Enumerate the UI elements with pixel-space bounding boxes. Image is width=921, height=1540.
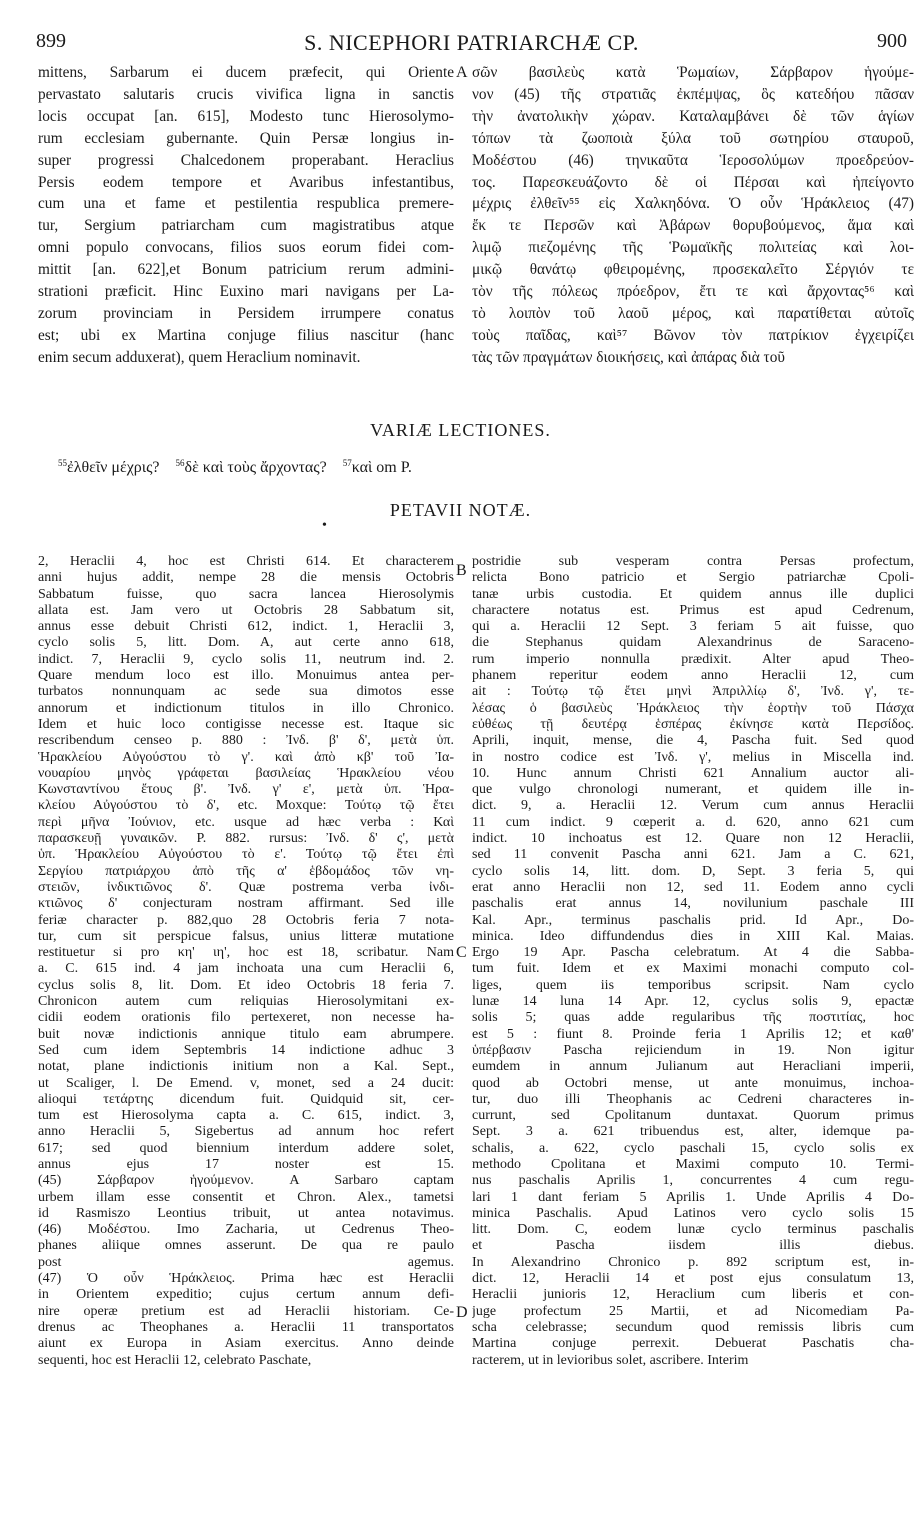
text-line: charactere notatus est. Primus est apud Cedrenum, <box>472 602 914 618</box>
text-line: rum imperio nonnulla prædixit. Alter apud Theo- <box>472 651 914 667</box>
text-line: liges, quem iis temporibus scripsit. Nam cyclo <box>472 977 914 993</box>
text-line: aiunt ex Europa in Asiam exercitus. Anno deinde <box>38 1336 454 1352</box>
text-line: a. C. 615 ind. 4 jam inchoata una cum Heraclii 6, <box>38 961 454 977</box>
latin-text-column <box>38 62 454 369</box>
text-line: feriæ character p. 882,quo 28 Octobris feria 7 nota- <box>38 912 454 928</box>
text-line: τοὺς παῖδας, καὶ⁵⁷ Βῶνον τὸν πατρίκιον ἐγχειρίζει <box>472 326 914 344</box>
text-line: 10. Hunc annum Christi 621 Annalium auctor ali- <box>472 765 914 781</box>
text-line: Ἡρακλείου Αὐγούστου τὸ γ'. καὶ ἀπὸ κβ' τοῦ Ἰα- <box>38 749 454 765</box>
text-line: tum fuit. Idem et ex Maximi monachi computo col- <box>472 961 914 977</box>
column-marker-d: D <box>456 1304 468 1321</box>
text-line: Κωνσταντίνου ἔτους β'. Ἰνδ. γ' ε', μετὰ ὑπ. Ἡρα- <box>38 782 454 798</box>
text-line: dict. 9, a. Heraclii 12. Verum cum annus Heraclii <box>472 798 914 814</box>
text-line: ὑπ. Ἡρακλείου Αὐγούστου τὸ ε'. Τούτῳ τῷ ἔτει ἐπὶ <box>38 847 454 863</box>
text-line: annus esse debuit Christi 612, indict. 1, Heraclii 3, <box>38 619 454 635</box>
text-line: mittens, Sarbarum ei ducem præfecit, qui Oriente <box>38 64 454 81</box>
variae-lectiones-list <box>58 458 412 477</box>
text-line: cum una et fame et pestilentia respublica premere- <box>38 195 454 213</box>
text-line: τὰς τῶν πραγμάτων διοικήσεις, καὶ ἀπάρας διὰ τοῦ <box>472 348 785 366</box>
greek-text-column <box>472 62 914 369</box>
text-line: τὸ λοιπὸν τοῦ λαοῦ μέρος, καὶ παρατίθεται αὐτοῖς <box>472 304 914 322</box>
text-line: anni hujus addit, nempe 28 die mensis Octobris <box>38 570 454 586</box>
text-line: ait : Τούτῳ τῷ ἔτει μηνὶ Ἀπριλλίῳ δ', Ἰνδ. γ', τε- <box>472 684 914 700</box>
text-line: die Stephanus quidam Alexandrinus de Saraceno- <box>472 635 914 651</box>
text-line: annus ejus 17 noster est 15. <box>38 1156 454 1172</box>
text-line: nire operæ pretium est ad Heraclii historiam. Ce- <box>38 1303 454 1319</box>
text-line: in nostro codice est Ἰνδ. γ', melius in Miscella ind. <box>472 749 914 765</box>
text-line: cyclus solis 8, lit. Dom. Et ideo Octobris 18 feria 7. <box>38 977 454 993</box>
text-line: Martina conjuge perrexit. Debuerat Paschatis cha- <box>472 1336 914 1352</box>
text-line: racterem, ut in levioribus solet, ascribere. Interim <box>472 1352 749 1368</box>
variant-reading <box>176 459 327 476</box>
text-line: que vulgo chronologi numerant, et quidem ille in- <box>472 782 914 798</box>
text-line: solis 5; quas adde regularibus τῆς ποστιτίας, hoc <box>472 1010 914 1026</box>
text-line: qui a. Heraclii 12 Sept. 3 feriam 5 ait fuisse, quo <box>472 619 914 635</box>
text-line: currunt, sed Cpolitanum duntaxat. Quorum primus <box>472 1108 914 1124</box>
text-line: Heraclii junioris 12, Heraclium cum liberis et con- <box>472 1287 914 1303</box>
text-line: Kal. Apr., terminus paschalis prid. Id Apr., Do- <box>472 912 914 928</box>
page-header <box>36 30 907 54</box>
text-line: in Orientem expeditio; cujus certum annum defi- <box>38 1287 454 1303</box>
text-line: minica. Ideo diffundendus dies in XIII Kal. Maias. <box>472 928 914 944</box>
text-line: lari 1 dant feriam 5 Aprilis 1. Unde Aprilis 4 Do- <box>472 1189 914 1205</box>
text-line: μικῷ θανάτῳ φθειρομένης, προσεκαλεῖτο Σέργιόν τε <box>472 261 914 279</box>
notes-left-column <box>38 554 454 1369</box>
text-line: 11 cum indict. 9 cœperit a. d. 620, anno 621 cum <box>472 814 914 830</box>
variant-number: 56 <box>175 458 185 468</box>
text-line: σῶν βασιλεὺς κατὰ Ῥωμαίων, Σάρβαρον ἡγούμε- <box>472 64 914 81</box>
text-line: παρασκευῇ γυναικῶν. P. 882. rursus: Ἰνδ. δ' ς', μετὰ <box>38 831 454 847</box>
text-line: tanæ urbis custodia. Et quidem annus ille duplici <box>472 586 914 602</box>
text-line: drenus ac Theophanes a. Heraclii 11 transportatos <box>38 1319 454 1335</box>
text-line: Σεργίου πατριάρχου ἀπὸ τῆς α' ἑβδομάδος τῶν νη- <box>38 863 454 879</box>
text-line: super progressi Chalcedonem properabant. Heraclius <box>38 151 454 169</box>
text-line: Sabbatum fuisse, quo sacra lancea Hierosolymis <box>38 586 454 602</box>
variae-lectiones-heading: VARIÆ LECTIONES. <box>370 420 551 440</box>
text-line: lunæ 14 luna 14 Apr. 12, cyclus solis 9, epactæ <box>472 994 914 1010</box>
text-line: τὸν τῆς πόλεως πρόεδρον, ἔτι τε καὶ ἄρχοντας⁵⁶ καὶ <box>472 283 914 301</box>
text-line: indict. 10 inchoatus est 12. Quare non 12 Heraclii, <box>472 831 914 847</box>
text-line: et Pascha iisdem illis diebus. <box>472 1238 914 1254</box>
page-number-right: 900 <box>877 30 907 52</box>
text-line: rescribendum censeo p. 880 : Ἰνδ. β' δ', μετὰ ὑπ. <box>38 733 454 749</box>
text-line: εὐθέως τῇ δευτέρᾳ ἑσπέρας ἐκίνησε κατὰ Περσίδος. <box>472 716 914 732</box>
text-line: ut Scaliger, l. De Emend. v, monet, sed a 24 ducit: <box>38 1075 454 1091</box>
text-line: indict. 7, Heraclii 9, cyclo solis 11, neutrum ind. 2. <box>38 651 454 667</box>
running-title: S. NICEPHORI PATRIARCHÆ CP. <box>304 30 639 55</box>
variant-number: 55 <box>58 458 67 468</box>
text-line: μέχρις ἐλθεῖν⁵⁵ εἰς Χαλκηδόνα. Ὁ οὖν Ἡράκλειος (47) <box>472 195 914 213</box>
text-line: schalis, a. 622, cyclo paschali 15, cyclo solis ex <box>472 1140 914 1156</box>
text-line: λέσας ὁ βασιλεὺς Ἡράκλειος τὴν ἑορτὴν τοῦ Πάσχα <box>472 700 914 716</box>
text-line: sequenti, hoc est Heraclii 12, celebrato Paschate, <box>38 1352 312 1368</box>
text-line: λιμῷ πιεζομένης τῆς Ῥωμαϊκῆς πολιτείας καὶ λοι- <box>472 239 914 257</box>
text-line: anno Heraclii 5, Sigebertus ad annum hoc refert <box>38 1124 454 1140</box>
text-line: Sept. 3 a. 621 tribuendus est, alter, idemque pa- <box>472 1124 914 1140</box>
text-line: In Alexandrino Chronico p. 892 scriptum est, in- <box>472 1254 914 1270</box>
petavii-notae-heading: PETAVII NOTÆ. <box>389 500 532 520</box>
text-line: buit novæ indictionis annique titulo eam abrumpere. <box>38 1026 454 1042</box>
text-line: litt. Dom. C, eodem lunæ cyclo terminus paschalis <box>472 1222 914 1238</box>
text-line: annorum et indictionum titulos in illo Chronico. <box>38 700 454 716</box>
variant-text: ἐλθεῖν μέχρις? <box>67 459 160 476</box>
text-line: nus paschalis Aprilis 1, concurrentes 4 cum regu- <box>472 1173 914 1189</box>
text-line: νουαρίου μηνὸς γράφεται βασιλείας Ἡρακλείου νέου <box>38 765 454 781</box>
text-line: locis occupat [an. 615], Modesto tunc Hierosolymo- <box>38 107 454 125</box>
text-line: cyclo solis 5, litt. Dom. A, aut certe anno 618, <box>38 635 454 651</box>
text-line: (46) Μοδέστου. Imo Zacharia, ut Cedrenus Theo- <box>38 1222 454 1238</box>
text-line: Persis eodem tempore et Avaribus infestantibus, <box>38 173 454 191</box>
text-line: urbem illam esse consentit et Chron. Alex., tametsi <box>38 1189 454 1205</box>
text-line: Μοδέστου (46) τηνικαῦτα Ἱεροσολύμων προεδρεύον- <box>472 151 914 169</box>
text-line: postridie sub vesperam contra Persas profectum, <box>472 554 914 569</box>
text-line: sed 11 convenit Pascha anni 621. Jam a C. 621, <box>472 847 914 863</box>
text-line: ἔκ τε Περσῶν καὶ Ἀβάρων θορυβούμενος, ἅμα καὶ <box>472 217 914 235</box>
text-line: κλείου Αὐγούστου τὸ δ', etc. Moxque: Τούτῳ τῷ ἔτει <box>38 798 454 814</box>
text-line: Chronicon autem cum reliquias Hierosolymitani ex- <box>38 994 454 1010</box>
text-line: tur, Sergium patriarcham cum magistratibus atque <box>38 217 454 235</box>
text-line: νον (45) τῆς στρατιᾶς ἐκπέμψας, ὃς κατεδήου πᾶσαν <box>472 85 914 103</box>
column-marker-a: A <box>456 64 468 81</box>
variant-text: δὲ καὶ τοὺς ἄρχοντας? <box>184 459 327 476</box>
text-line: scha celebrasse; secundum quod remissis libris cum <box>472 1319 914 1335</box>
text-line: zorum provinciam in Persidem irrumpere conatus <box>38 304 454 322</box>
notes-right-column <box>472 554 914 1369</box>
text-line: allata est. Jam vero ut Octobris 28 Sabbatum sit, <box>38 602 454 618</box>
text-line: Ergo 19 Apr. Pascha celebratum. At 4 die Sabba- <box>472 945 914 961</box>
text-line: ὑπέρβασιν Pascha rejiciendum in 19. Non igitur <box>472 1042 914 1058</box>
text-line: juge profectum 25 Martii, et ad Nicomediam Pa- <box>472 1303 914 1319</box>
page-number-left: 899 <box>36 30 66 52</box>
text-line: strationi præficit. Hinc Euxino mari navigans per La- <box>38 283 454 301</box>
text-line: cyclo solis 14, litt. dom. D, Sept. 3 feria 5, qui <box>472 863 914 879</box>
text-line: τὴν ἀνατολικὴν χώραν. Καταλαμβάνει δὲ τῶν ἁγίων <box>472 107 914 125</box>
text-line: tum est Hierosolyma capta a. C. 615, indict. 3, <box>38 1108 454 1124</box>
text-line: rum ecclesiam gubernante. Quin Persæ longius in- <box>38 129 454 147</box>
text-line: paschalis erat annus 14, novilunium paschale III <box>472 896 914 912</box>
text-line: 617; sed quod biennium interdum addere solet, <box>38 1140 454 1156</box>
text-line: Idem et huic loco contigisse necesse est. Itaque sic <box>38 716 454 732</box>
text-line: turbatos nonnunquam ac sede sua dimotos esse <box>38 684 454 700</box>
text-line: τόπων τὰ ζωοποιὰ ξύλα τοῦ σωτηρίου σταυροῦ, <box>472 129 914 147</box>
text-line: tur, cum sit perspicue falsus, unius litteræ mutatione <box>38 928 454 944</box>
text-line: Quare mendum loco est illo. Monuimus antea per- <box>38 668 454 684</box>
text-line: phanes aliique omnes asserunt. De qua re paulo <box>38 1238 454 1254</box>
text-line: περὶ μῆνα Ἰούνιον, etc. usque ad hæc verba : Καὶ <box>38 814 454 830</box>
text-line: (45) Σάρβαρον ἡγούμενον. A Sarbaro captam <box>38 1173 454 1189</box>
text-line: mittit [an. 622],et Bonum patricium rerum admini- <box>38 261 454 279</box>
text-line: omni populo convocans, filios suos eorum fidei com- <box>38 239 454 257</box>
text-line: pervastato salutaris crucis vivifica ligna in sanctis <box>38 85 454 103</box>
text-line: τος. Παρεσκευάζοντο δὲ οἱ Πέρσαι καὶ ἠπείγοντο <box>472 173 914 191</box>
text-line: methodo Cpolitana et Maximi computo 10. Termi- <box>472 1156 914 1172</box>
text-line: id Rasmiszo Leontius tribuit, ut antea notavimus. <box>38 1205 454 1221</box>
text-line: alioqui τετάρτης dicendum fuit. Quidquid sit, cer- <box>38 1091 454 1107</box>
text-line: στειῶν, ἰνδικτιῶνος δ'. Quæ postrema verba ἰνδι- <box>38 879 454 895</box>
text-line: dict. 12, Heraclii 14 et post ejus consulatum 13, <box>472 1271 914 1287</box>
text-line: relicta Bono patricio et Sergio patriarchæ Cpoli- <box>472 570 914 586</box>
text-line: quod ab Octobri mense, ut ante monuimus, inchoa- <box>472 1075 914 1091</box>
text-line: eumdem in annum Julianum aut Heracliani imperii, <box>472 1059 914 1075</box>
variant-number: 57 <box>342 458 352 468</box>
text-line: est; ubi ex Martina conjuge filius nascitur (hanc <box>38 326 454 344</box>
column-marker-c: C <box>456 944 467 961</box>
text-line: notat, plane indictionis initium non a Kal. Sept., <box>38 1059 454 1075</box>
text-line: post agemus. <box>38 1254 454 1270</box>
text-line: minica Paschalis. Apud Latinos vero cyclo solis 15 <box>472 1205 914 1221</box>
text-line: (47) Ὁ οὖν Ἡράκλειος. Prima hæc est Heraclii <box>38 1271 454 1287</box>
text-line: cidii eodem orationis filo pertexeret, non necesse ha- <box>38 1010 454 1026</box>
variant-reading <box>343 459 412 476</box>
text-line: 2, Heraclii 4, hoc est Christi 614. Et characterem <box>38 554 454 569</box>
text-line: est 5 : fiunt 8. Proinde feria 1 Aprilis 12; et καθ' <box>472 1026 914 1042</box>
text-line: Aprili, inquit, mense, die 4, Pascha fuit. Sed quod <box>472 733 914 749</box>
text-line: Sed cum idem Septembris 14 indictione adhuc 3 <box>38 1042 454 1058</box>
text-line: phanem reperitur eodem anno Heraclii 12, cum <box>472 668 914 684</box>
variant-reading <box>58 459 160 476</box>
text-line: restituetur si pro κη' ιη', hoc est 18, scribatur. Nam <box>38 945 454 961</box>
text-line: tur, duo illi Theophanis ac Cedreni characteres in- <box>472 1091 914 1107</box>
text-line: erat anno Heraclii non 12, sed 11. Eodem anno cycli <box>472 879 914 895</box>
text-line: enim secum adduxerat), quem Heraclium nominavit. <box>38 348 361 366</box>
text-line: κτιῶνος δ' conjecturam nostram affirmant. Sed ille <box>38 896 454 912</box>
ornament-dot: • <box>322 518 327 533</box>
variant-text: καὶ om P. <box>351 459 412 476</box>
column-marker-b: B <box>456 562 467 579</box>
